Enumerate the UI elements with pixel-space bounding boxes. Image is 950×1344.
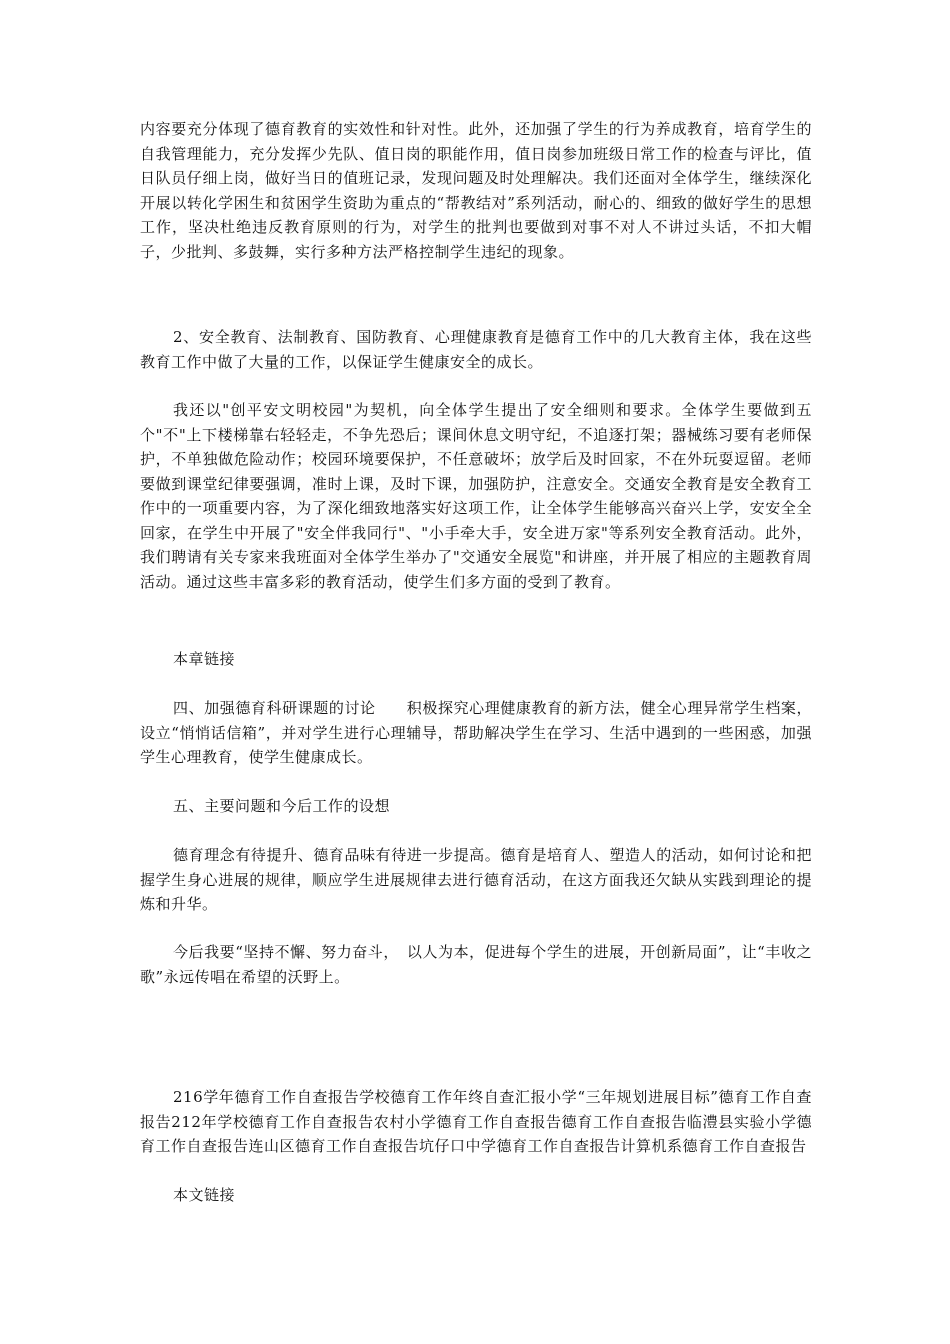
paragraph-safe-campus: 我还以"创平安文明校园"为契机，向全体学生提出了安全细则和要求。全体学生要做到五个"不"上下楼梯靠右轻轻走，不争先恐后；课间休息文明守纪，不追逐打架；器械练习要有老师保护，不单独做危险动作；校园环境要保护，不任意破坏；放学后及时回家，不在外玩耍逗留。老师要做到课堂纪律要强调，准时上课，及时下课，加强防护，注意安全。交通安全教育是安全教育工作中的一项重要内容，为了深化细致地落实好这项工作，让全体学生能够高兴奋兴上学，安安全全回家，在学生中开展了"安全伴我同行"、"小手牵大手，安全进万家"等系列安全教育活动。此外，我们聘请有关专家来我班面对全体学生举办了"交通安全展览"和讲座，并开展了相应的主题教育周活动。通过这些丰富多彩的教育活动，使学生们多方面的受到了教育。 (140, 401, 812, 591)
chapter-link[interactable]: 本章链接 (173, 650, 236, 668)
section-five-heading: 五、主要问题和今后工作的设想 (173, 797, 391, 815)
paragraph-safety-education: 2、安全教育、法制教育、国防教育、心理健康教育是德育工作中的几大教育主体，我在这些教育工作中做了大量的工作，以保证学生健康安全的成长。 (140, 328, 812, 371)
section-four-research: 四、加强德育科研课题的讨论 积极探究心理健康教育的新方法，健全心理异常学生档案，设立“悄悄话信箱”，并对学生进行心理辅导，帮助解决学生在学习、生活中遇到的一些困惑，加强学生心理教育，使学生健康成长。 (140, 699, 812, 766)
paragraph-main-problems: 德育理念有待提升、德育品味有待进一步提高。德育是培育人、塑造人的活动，如何讨论和把握学生身心进展的规律，顺应学生进展规律去进行德育活动，在这方面我还欠缺从实践到理论的提炼和升华。 (140, 846, 812, 913)
related-reports-links[interactable]: 216学年德育工作自查报告学校德育工作年终自查汇报小学“三年规划进展目标”德育工作自查报告212年学校德育工作自查报告农村小学德育工作自查报告德育工作自查报告临澧县实验小学德育工作自查报告连山区德育工作自查报告坑仔口中学德育工作自查报告计算机系德育工作自查报告 (140, 1088, 812, 1155)
article-link[interactable]: 本文链接 (173, 1186, 236, 1204)
paragraph-moral-education-effectiveness: 内容要充分体现了德育教育的实效性和针对性。此外，还加强了学生的行为养成教育，培育学生的自我管理能力，充分发挥少先队、值日岗的职能作用，值日岗参加班级日常工作的检查与评比，值日队员仔细上岗，做好当日的值班记录，发现问题及时处理解决。我们还面对全体学生，继续深化开展以转化学困生和贫困学生资助为重点的“帮教结对”系列活动，耐心的、细致的做好学生的思想工作，坚决杜绝违反教育原则的行为，对学生的批判也要做到对事不对人不讲过头话，不扣大帽子，少批判、多鼓舞，实行多种方法严格控制学生违纪的现象。 (140, 120, 812, 261)
paragraph-future-plan: 今后我要“坚持不懈、努力奋斗， 以人为本，促进每个学生的进展，开创新局面”，让“丰收之歌”永远传唱在希望的沃野上。 (140, 943, 812, 986)
